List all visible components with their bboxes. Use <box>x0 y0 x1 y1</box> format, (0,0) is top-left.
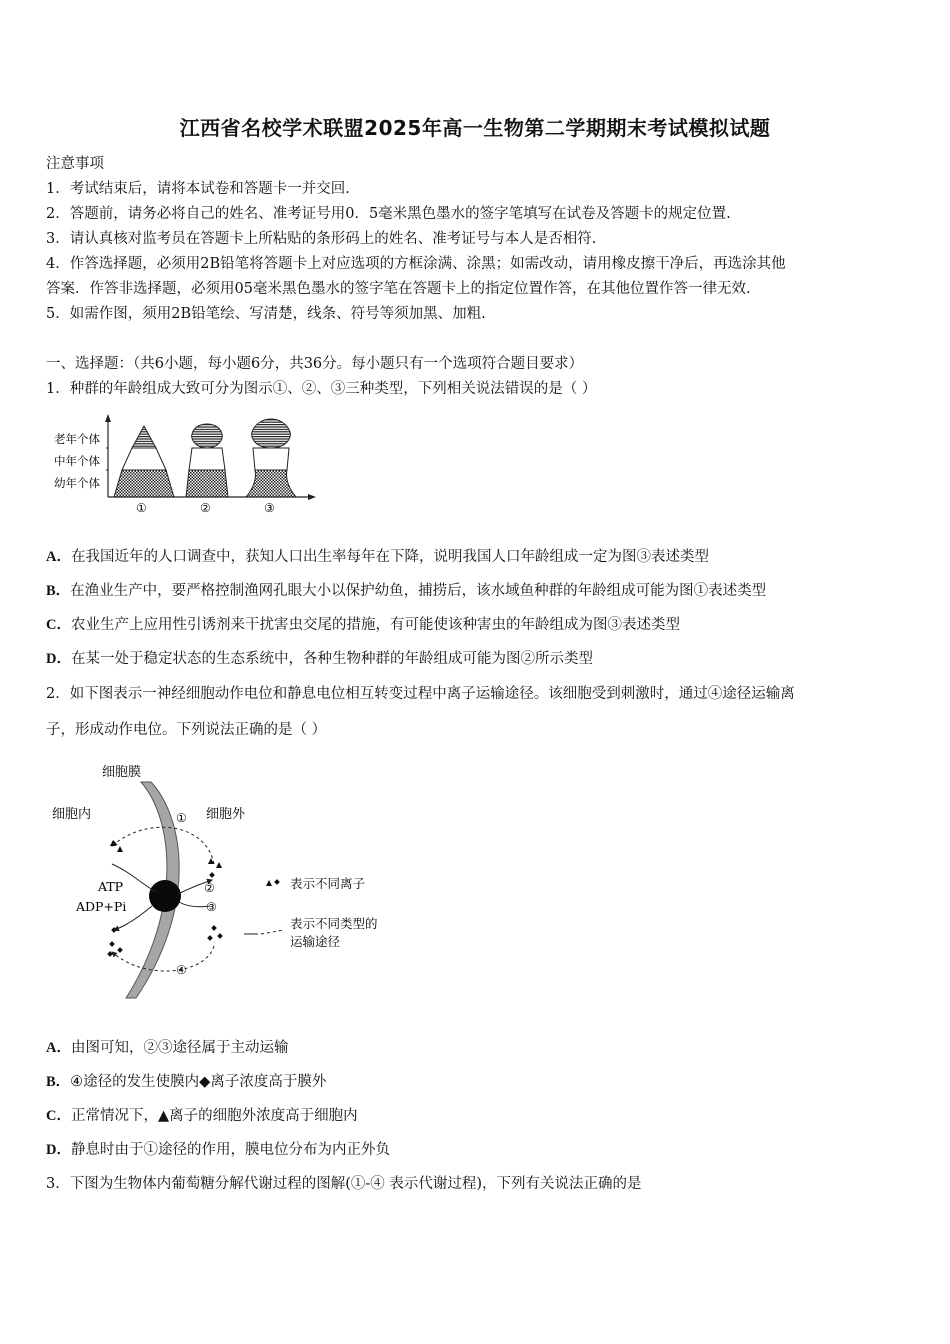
q2-option-a[interactable] <box>46 1036 288 1057</box>
q2-option-b[interactable] <box>46 1070 326 1091</box>
option-letter: A． <box>46 549 71 565</box>
type-label-2: ② <box>200 501 211 515</box>
legend-triangle-icon <box>266 880 272 886</box>
path-3-label: ③ <box>206 900 217 914</box>
option-text: ④途径的发生使膜内◆离子浓度高于膜外 <box>70 1074 327 1090</box>
notice-item: 2．答题前，请务必将自己的姓名、准考证号用0．5毫米黑色墨水的签字笔填写在试卷及答题卡的规定位置. <box>46 206 731 222</box>
option-text: 在渔业生产中，要严格控制渔网孔眼大小以保护幼鱼，捕捞后，该水域鱼种群的年龄组成可能为图①表述类型 <box>70 583 767 599</box>
transport-protein <box>149 880 181 912</box>
label-middle: 中年个体 <box>54 454 100 468</box>
path-4-arc <box>112 946 214 971</box>
pyramid-type-3 <box>246 419 296 497</box>
age-structure-figure <box>52 412 322 518</box>
option-text: 在某一处于稳定状态的生态系统中，各种生物种群的年龄组成可能为图②所示类型 <box>70 651 593 667</box>
q2-option-d[interactable] <box>46 1138 390 1159</box>
x-axis-arrow <box>308 494 316 500</box>
atp-label: ATP <box>98 879 124 894</box>
question-2-stem-line1: 2．如下图表示一神经细胞动作电位和静息电位相互转变过程中离子运输途径。该细胞受到刺激时，通过④途径运输离 <box>46 686 795 702</box>
notice-item: 5．如需作图，须用2B铅笔绘、写清楚，线条、符号等须加黑、加粗. <box>46 306 486 322</box>
ion-transport-figure <box>46 760 416 1010</box>
option-text: 农业生产上应用性引诱剂来干扰害虫交尾的措施，有可能使该种害虫的年龄组成为图③表述类型 <box>70 617 680 633</box>
option-text: 静息时由于①途径的作用，膜电位分布为内正外负 <box>70 1142 390 1158</box>
option-letter: B． <box>46 583 71 599</box>
question-1-stem: 1．种群的年龄组成大致可分为图示①、②、③三种类型，下列相关说法错误的是（ ） <box>46 381 597 397</box>
legend-ions: 表示不同离子 <box>290 876 366 891</box>
option-letter: D． <box>46 651 71 667</box>
path-1-label: ① <box>176 811 187 825</box>
notice-item: 答案．作答非选择题，必须用05毫米黑色墨水的签字笔在答题卡上的指定位置作答，在其他位置作答一律无效. <box>46 281 751 297</box>
notice-item: 4．作答选择题，必须用2B铅笔将答题卡上对应选项的方框涂满、涂黑；如需改动，请用橡皮擦干净后，再选涂其他 <box>46 256 786 272</box>
legend-dashed-line <box>261 930 284 934</box>
path-4-label: ④ <box>176 963 187 977</box>
adp-label: ADP+Pi <box>76 899 127 914</box>
option-text: 在我国近年的人口调查中，获知人口出生率每年在下降，说明我国人口年龄组成一定为图③表述类型 <box>70 549 709 565</box>
legend-paths-1: 表示不同类型的 <box>290 916 378 931</box>
option-letter: A． <box>46 1040 71 1056</box>
label-old: 老年个体 <box>54 432 100 446</box>
q1-option-d[interactable] <box>46 647 593 668</box>
question-2-stem-line2: 子，形成动作电位。下列说法正确的是（ ） <box>46 722 327 738</box>
type-label-3: ③ <box>264 501 275 515</box>
q1-option-c[interactable] <box>46 613 680 634</box>
membrane-label: 细胞膜 <box>102 765 142 780</box>
label-young: 幼年个体 <box>54 476 100 490</box>
q2-option-c[interactable] <box>46 1104 358 1125</box>
legend-diamond-icon <box>274 879 280 885</box>
option-text: 正常情况下，▲离子的细胞外浓度高于细胞内 <box>70 1108 358 1124</box>
page-title: 江西省名校学术联盟2025年高一生物第二学期期末考试模拟试题 <box>179 116 771 140</box>
q1-option-b[interactable] <box>46 579 766 600</box>
legend-paths-2: 运输途径 <box>290 934 341 949</box>
type-label-1: ① <box>136 501 147 515</box>
option-letter: C． <box>46 617 71 633</box>
question-3-stem: 3．下图为生物体内葡萄糖分解代谢过程的图解(①-④ 表示代谢过程)，下列有关说法正确的是 <box>46 1176 642 1192</box>
option-letter: C． <box>46 1108 71 1124</box>
q1-option-a[interactable] <box>46 545 709 566</box>
option-letter: B． <box>46 1074 71 1090</box>
notice-heading: 注意事项 <box>46 156 104 172</box>
option-text: 由图可知，②③途径属于主动运输 <box>70 1040 289 1056</box>
outside-label: 细胞外 <box>206 807 246 822</box>
inside-label: 细胞内 <box>52 807 92 822</box>
path-1-arc <box>112 827 214 864</box>
pyramid-type-2 <box>186 424 228 497</box>
path-2-label: ② <box>204 881 215 895</box>
pyramid-type-1 <box>114 426 174 497</box>
option-letter: D． <box>46 1142 71 1158</box>
notice-item: 3．请认真核对监考员在答题卡上所粘贴的条形码上的姓名、准考证号与本人是否相符. <box>46 231 597 247</box>
y-axis-arrow <box>105 414 111 422</box>
section-heading: 一、选择题：（共6小题，每小题6分，共36分。每小题只有一个选项符合题目要求） <box>46 356 584 372</box>
notice-item: 1．考试结束后，请将本试卷和答题卡一并交回. <box>46 181 350 197</box>
